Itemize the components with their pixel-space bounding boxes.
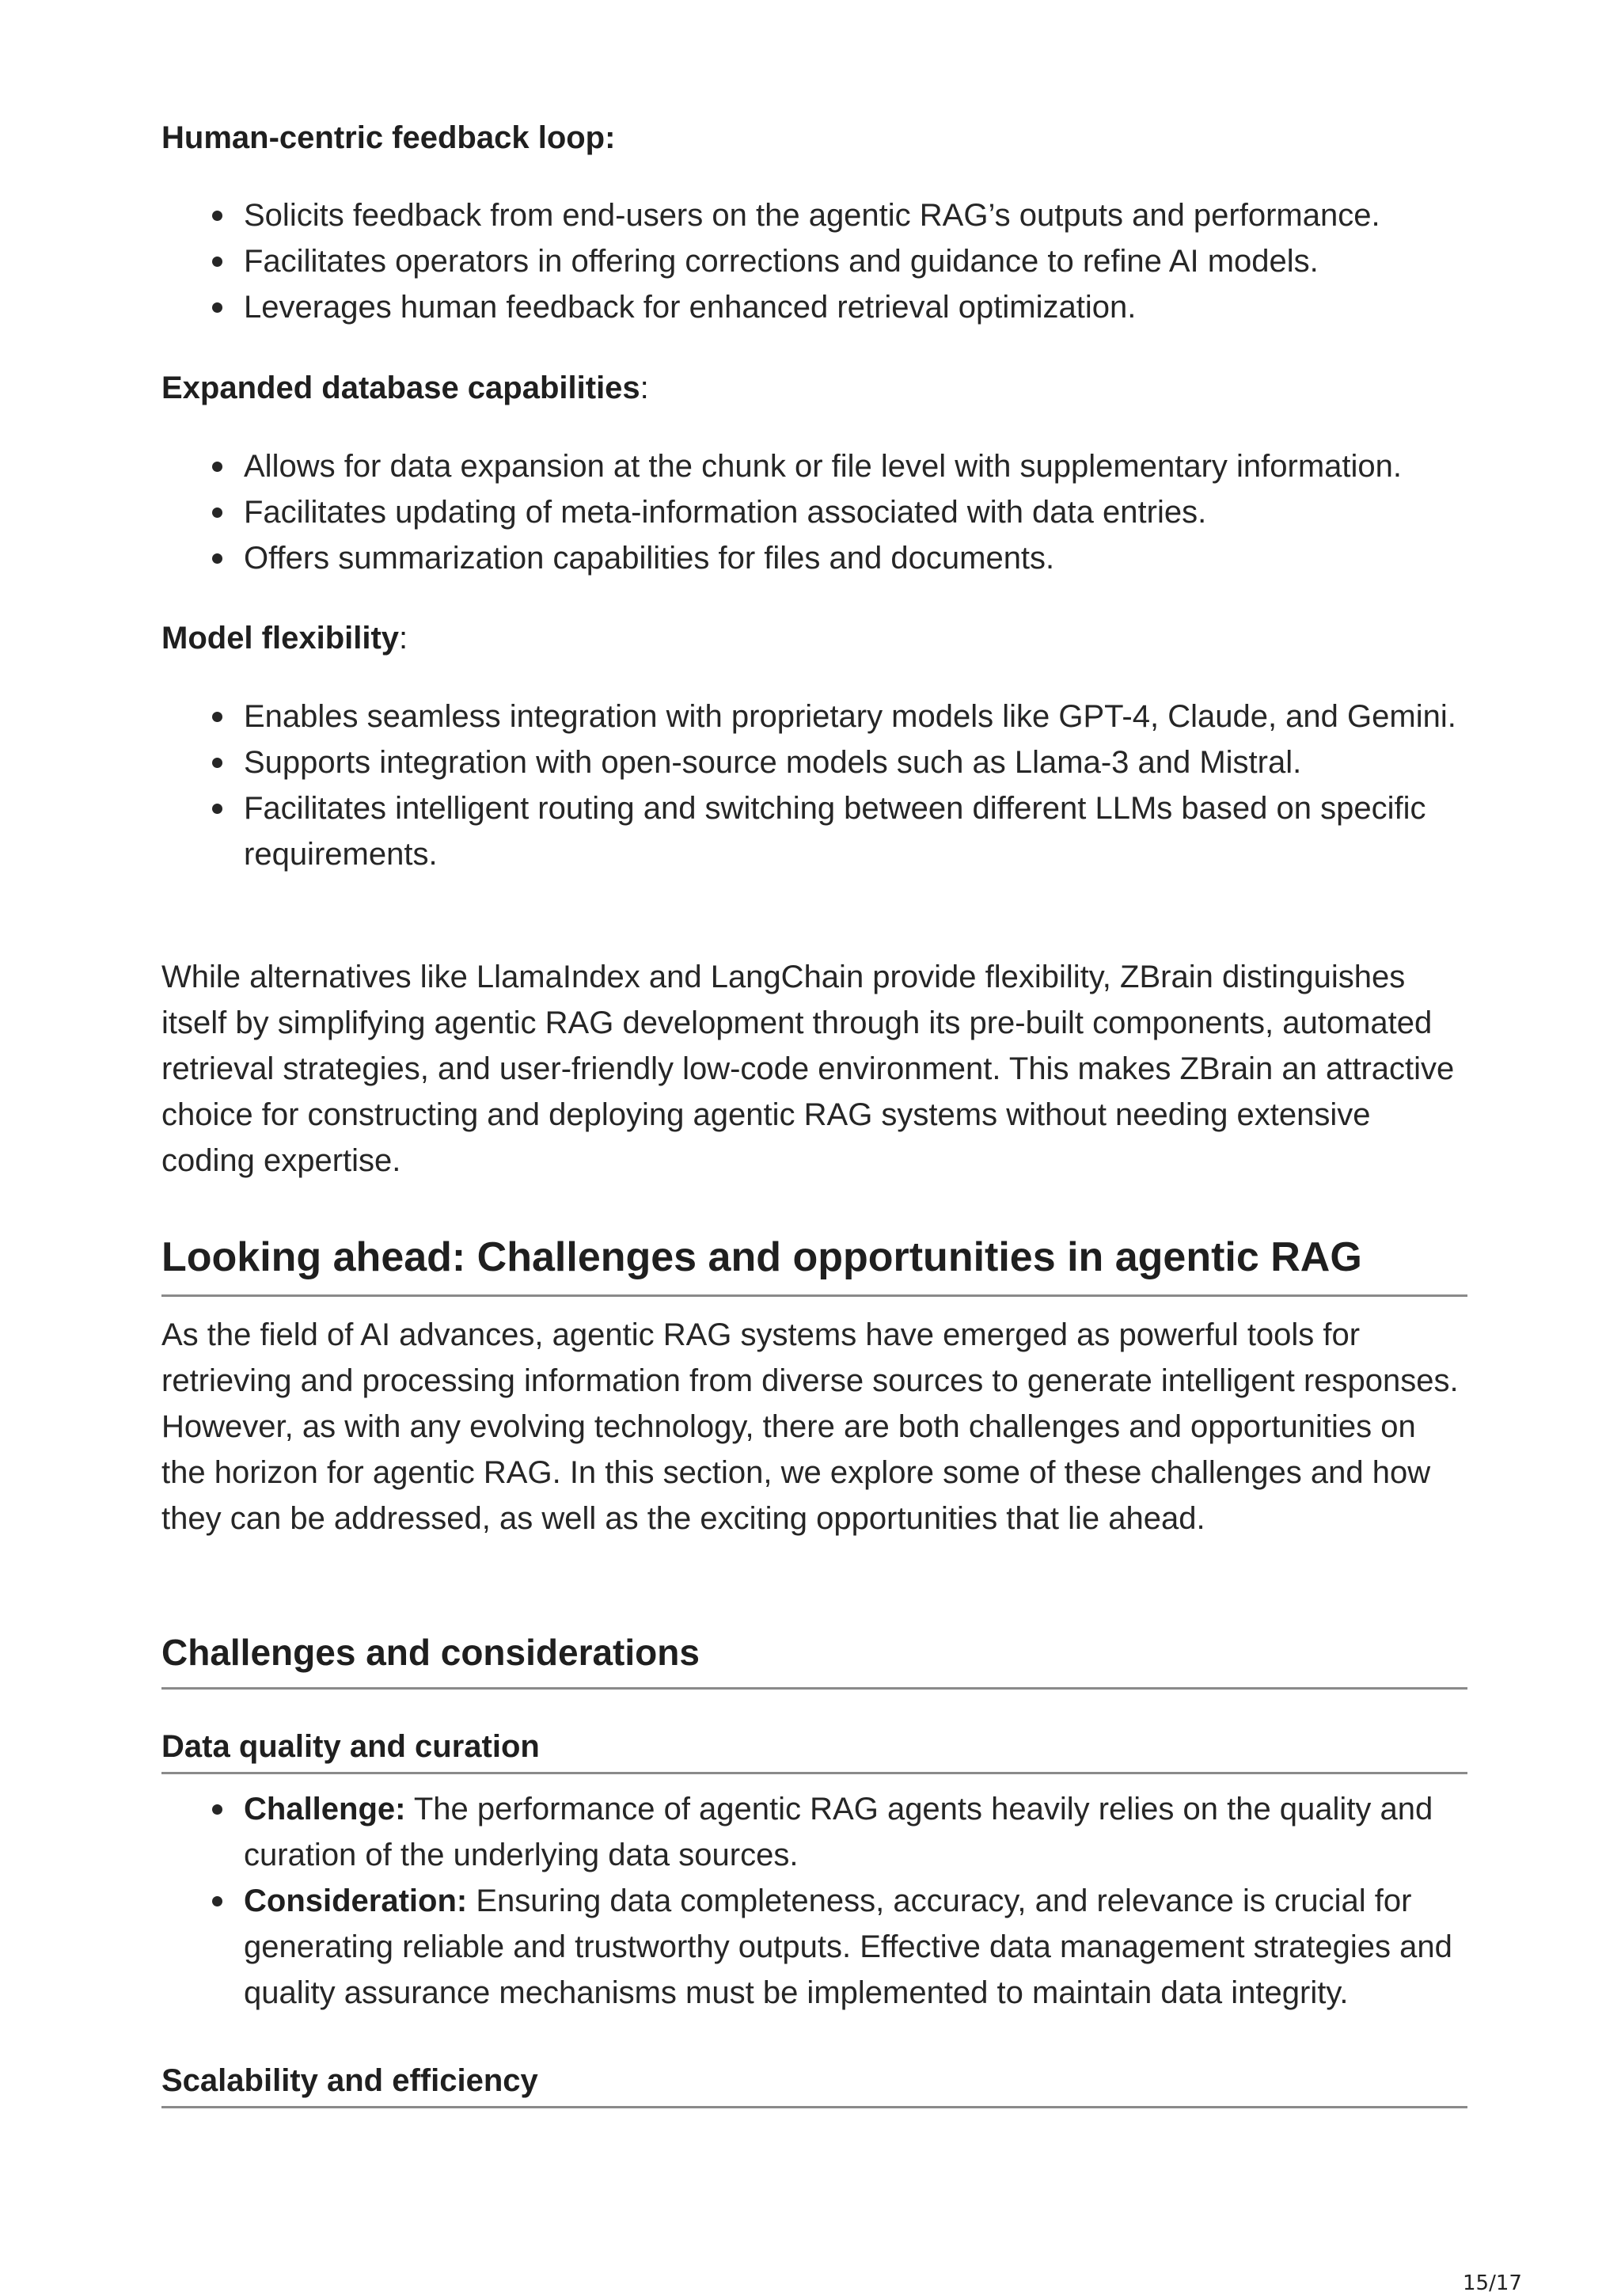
list-item: Allows for data expansion at the chunk or file level with supplementary information.	[161, 443, 1467, 489]
heading-divider	[161, 1687, 1467, 1690]
list-item: Facilitates intelligent routing and switching between different LLMs based on specific requirements.	[161, 785, 1467, 877]
list-item: Solicits feedback from end-users on the agentic RAG’s outputs and performance.	[161, 192, 1467, 238]
database-capabilities-list	[161, 443, 1467, 581]
model-flexibility-label: Model flexibility:	[161, 621, 408, 656]
list-item: Supports integration with open-source models such as Llama-3 and Mistral.	[161, 739, 1467, 785]
data-quality-list	[161, 1786, 1467, 2016]
alternatives-paragraph: While alternatives like LlamaIndex and LangChain provide flexibility, ZBrain distinguishes itself by simplifying agentic RAG development through its pre-built components, automated retrieval strategies, and user-friendly low-code environment. This makes ZBrain an attractive choice for constructing and deploying agentic RAG systems without needing extensive coding expertise.	[161, 960, 1455, 1178]
database-capabilities-label: Expanded database capabilities:	[161, 371, 649, 405]
page-number: 15/17	[1463, 2271, 1522, 2295]
data-quality-heading: Data quality and curation	[161, 1729, 540, 1764]
list-item: Enables seamless integration with proprietary models like GPT-4, Claude, and Gemini.	[161, 694, 1467, 739]
heading-divider	[161, 1772, 1467, 1774]
challenges-heading: Challenges and considerations	[161, 1632, 700, 1673]
list-item: Facilitates updating of meta-information associated with data entries.	[161, 489, 1467, 535]
looking-ahead-heading: Looking ahead: Challenges and opportunities in agentic RAG	[161, 1234, 1362, 1280]
heading-divider	[161, 1294, 1467, 1297]
list-item: Consideration: Ensuring data completeness, accuracy, and relevance is crucial for generating reliable and trustworthy outputs. Effective data management strategies and quality assurance mechanisms must be implemented to maintain data integrity.	[161, 1878, 1467, 2016]
list-item: Leverages human feedback for enhanced retrieval optimization.	[161, 284, 1467, 330]
intro-paragraph: As the field of AI advances, agentic RAG systems have emerged as powerful tools for retrieving and processing information from diverse sources to generate intelligent responses. However, as with any evolving technology, there are both challenges and opportunities on the horizon for agentic RAG. In this section, we explore some of these challenges and how they can be addressed, as well as the exciting opportunities that lie ahead.	[161, 1317, 1459, 1536]
heading-divider	[161, 2106, 1467, 2108]
feedback-loop-label: Human-centric feedback loop:	[161, 120, 616, 155]
scalability-heading: Scalability and efficiency	[161, 2063, 538, 2098]
feedback-loop-list	[161, 192, 1467, 330]
list-item: Challenge: The performance of agentic RAG agents heavily relies on the quality and curation of the underlying data sources.	[161, 1786, 1467, 1878]
list-item: Offers summarization capabilities for files and documents.	[161, 535, 1467, 581]
list-item: Facilitates operators in offering corrections and guidance to refine AI models.	[161, 238, 1467, 284]
model-flexibility-list	[161, 694, 1467, 877]
